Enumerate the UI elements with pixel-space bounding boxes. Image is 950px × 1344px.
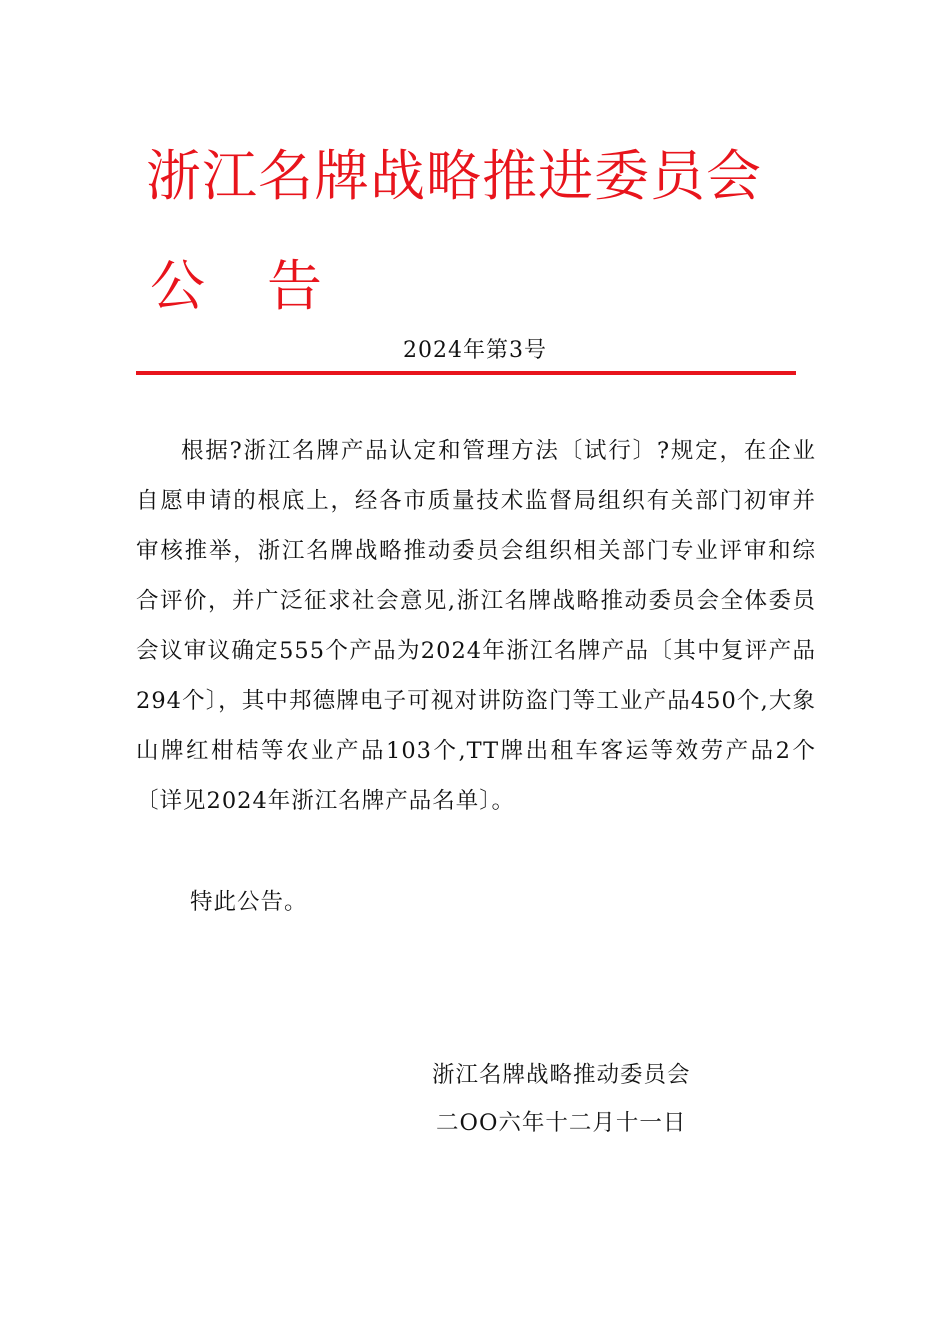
- document-number: 2024年第3号: [403, 338, 547, 363]
- doc-type-heading: 公告: [150, 254, 385, 318]
- red-divider-line: [136, 371, 796, 375]
- announcement-body: 根据?浙江名牌产品认定和管理方法〔试行〕?规定，在企业自愿申请的根底上，经各市质量技术监督局组织有关部门初审并审核推举，浙江名牌战略推动委员会组织相关部门专业评审和综合评价，并广泛征求社会意见,浙江名牌战略推动委员会全体委员会议审议确定555个产品为2024年浙江名牌产品〔其中复评产品294个〕，其中邦德牌电子可视对讲防盗门等工业产品450个,大象山牌红柑桔等农业产品103个,TT牌出租车客运等效劳产品2个〔详见2024年浙江名牌产品名单〕。: [136, 438, 816, 814]
- issuer-signature: 浙江名牌战略推动委员会: [432, 1062, 691, 1088]
- closing-remark: 特此公告。: [190, 889, 308, 915]
- org-title: 浙江名牌战略推进委员会: [146, 144, 763, 208]
- issue-date: 二OO六年十二月十一日: [436, 1110, 687, 1136]
